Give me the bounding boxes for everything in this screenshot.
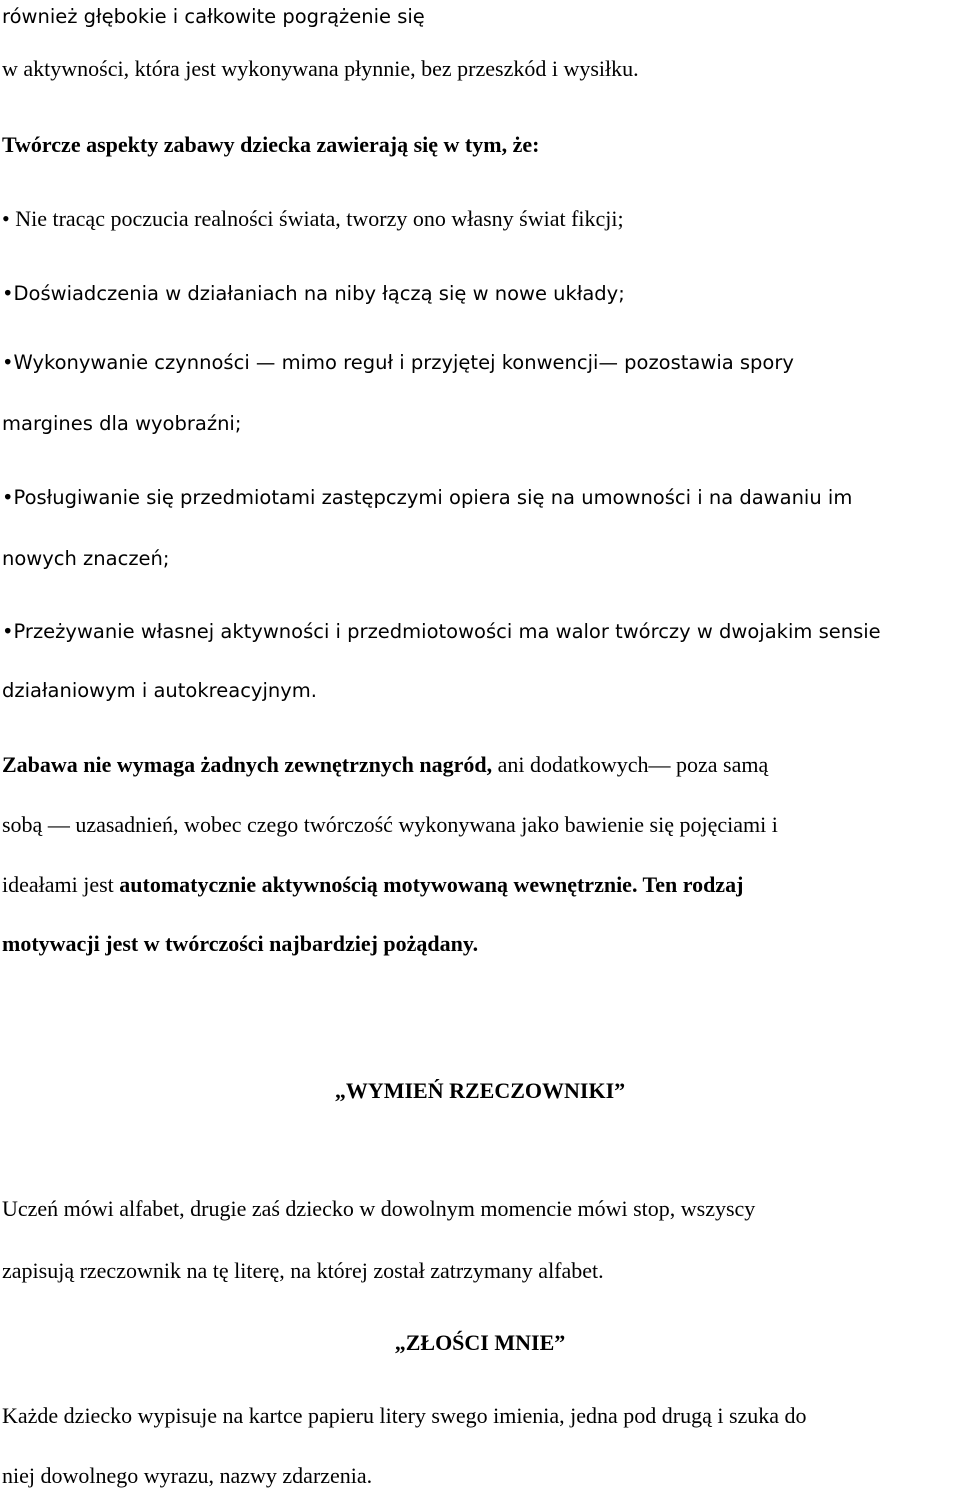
motivation-bold-text: automatycznie aktywnością motywowaną wewnętrznie. Ten rodzaj xyxy=(119,872,744,897)
list-item xyxy=(2,348,794,378)
game-title-wymien-rzeczowniki: „WYMIEŃ RZECZOWNIKI” xyxy=(334,1078,626,1103)
bullet-icon: • xyxy=(2,486,14,509)
game2-line-1: Każde dziecko wypisuje na kartce papieru litery swego imienia, jedna pod drugą i szuka do xyxy=(2,1403,807,1428)
list-item-text: Nie tracąc poczucia realności świata, tworzy ono własny świat fikcji; xyxy=(15,206,624,231)
list-item-continuation: margines dla wyobraźni; xyxy=(2,412,242,435)
game-title-zlosci-mnie: „ZŁOŚCI MNIE” xyxy=(394,1330,566,1355)
game1-line-1: Uczeń mówi alfabet, drugie zaś dziecko w dowolnym momencie mówi stop, wszyscy xyxy=(2,1196,756,1221)
bullet-icon: • xyxy=(2,351,14,374)
motivation-line-3 xyxy=(2,870,743,900)
motivation-bold-text: Zabawa nie wymaga żadnych zewnętrznych nagród, xyxy=(2,752,493,777)
motivation-line-4: motywacji jest w twórczości najbardziej pożądany. xyxy=(2,931,479,956)
bullet-icon: • xyxy=(2,282,14,305)
list-item-text: Doświadczenia w działaniach na niby łączą się w nowe układy; xyxy=(13,282,625,305)
game1-line-2: zapisują rzeczownik na tę literę, na której został zatrzymany alfabet. xyxy=(2,1258,604,1283)
bullet-icon: • xyxy=(2,620,14,643)
motivation-text: ideałami jest xyxy=(2,872,120,897)
game2-line-2: niej dowolnego wyrazu, nazwy zdarzenia. xyxy=(2,1463,373,1488)
intro-line-1: również głębokie i całkowite pogrążenie się xyxy=(2,5,425,28)
list-item-continuation: działaniowym i autokreacyjnym. xyxy=(2,679,317,702)
list-item-text: Posługiwanie się przedmiotami zastępczymi opiera się na umowności i na dawaniu im xyxy=(13,486,853,509)
motivation-line-2: sobą — uzasadnień, wobec czego twórczość wykonywana jako bawienie się pojęciami i xyxy=(2,812,778,837)
list-item-text: Wykonywanie czynności — mimo reguł i przyjętej konwencji— pozostawia spory xyxy=(13,351,794,374)
list-item xyxy=(2,617,881,647)
list-item-continuation: nowych znaczeń; xyxy=(2,547,170,570)
motivation-text: ani dodatkowych— poza samą xyxy=(492,752,769,777)
list-item xyxy=(2,483,852,513)
bullet-icon: • xyxy=(2,206,10,231)
list-item xyxy=(2,204,624,234)
intro-line-2: w aktywności, która jest wykonywana płynnie, bez przeszkód i wysiłku. xyxy=(2,56,639,81)
section-heading: Twórcze aspekty zabawy dziecka zawierają się w tym, że: xyxy=(2,132,540,157)
list-item xyxy=(2,279,625,309)
motivation-line-1 xyxy=(2,750,768,780)
list-item-text: Przeżywanie własnej aktywności i przedmiotowości ma walor twórczy w dwojakim sensie xyxy=(13,620,881,643)
